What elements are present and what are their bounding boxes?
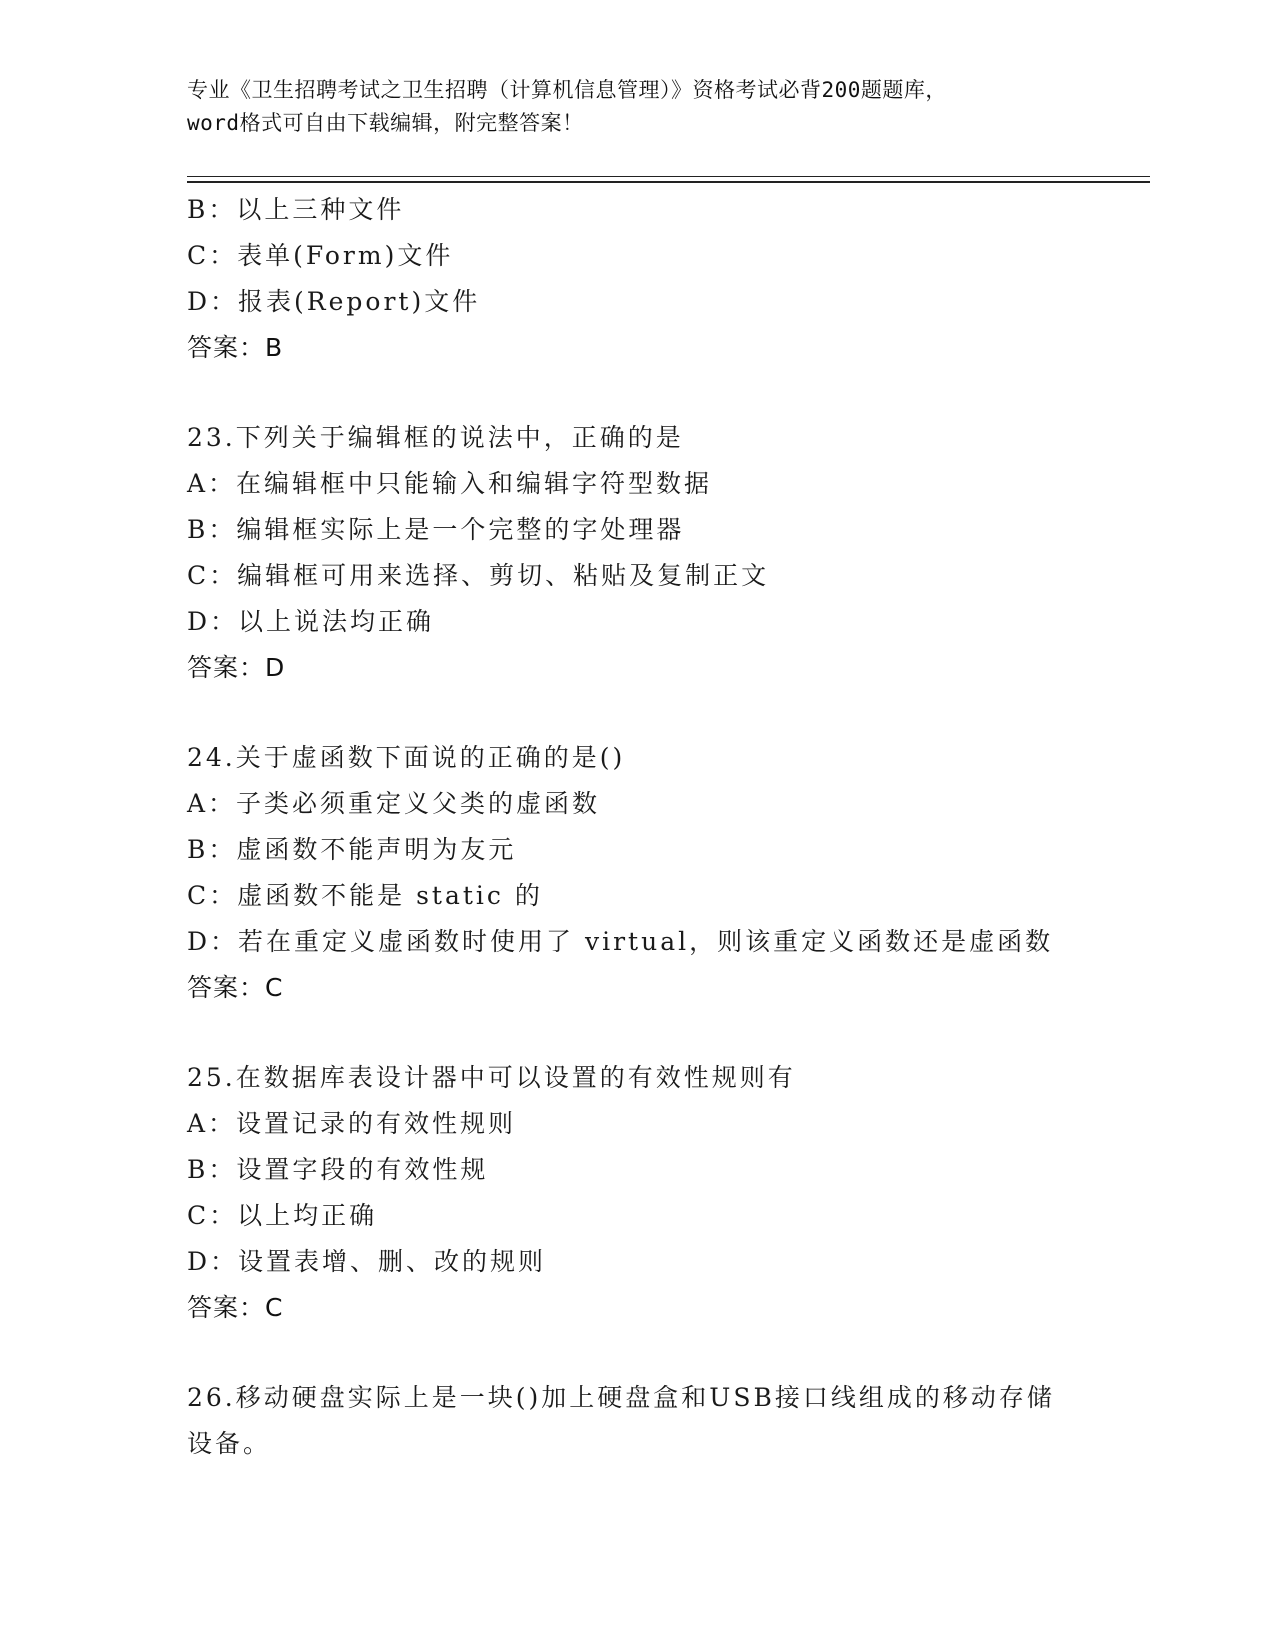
document-header	[187, 74, 1087, 140]
question-23	[187, 415, 1150, 691]
question-22-partial	[187, 187, 1150, 371]
option-a: A：在编辑框中只能输入和编辑字符型数据	[187, 469, 713, 498]
header-divider-thick	[187, 181, 1150, 183]
option-c: C：表单(Form)文件	[187, 241, 454, 270]
option-d: D：若在重定义虚函数时使用了 virtual，则该重定义函数还是虚函数	[187, 927, 1054, 956]
question-25	[187, 1055, 1150, 1331]
option-a: A：设置记录的有效性规则	[187, 1109, 517, 1138]
question-26	[187, 1375, 1150, 1467]
option-c: C：以上均正确	[187, 1201, 378, 1230]
option-d: D：以上说法均正确	[187, 607, 435, 636]
option-b: B：编辑框实际上是一个完整的字处理器	[187, 515, 685, 544]
header-line-2: word格式可自由下载编辑，附完整答案！	[187, 111, 584, 135]
option-b: B：以上三种文件	[187, 195, 405, 224]
question-stem: 23.下列关于编辑框的说法中，正确的是	[187, 423, 684, 452]
question-list	[187, 187, 1150, 1467]
option-a: A：子类必须重定义父类的虚函数	[187, 789, 601, 818]
header-line-1: 专业《卫生招聘考试之卫生招聘（计算机信息管理）》资格考试必背200题题库，	[187, 78, 947, 102]
answer-line: 答案：B	[187, 333, 284, 362]
option-d: D：报表(Report)文件	[187, 287, 481, 316]
answer-line: 答案：C	[187, 1293, 284, 1322]
option-d: D：设置表增、删、改的规则	[187, 1247, 547, 1276]
question-stem-line-2: 设备。	[187, 1429, 272, 1458]
question-stem: 25.在数据库表设计器中可以设置的有效性规则有	[187, 1063, 796, 1092]
option-b: B：设置字段的有效性规	[187, 1155, 489, 1184]
answer-line: 答案：C	[187, 973, 284, 1002]
question-stem: 24.关于虚函数下面说的正确的是()	[187, 743, 626, 772]
header-divider-thin	[187, 176, 1150, 177]
option-c: C：虚函数不能是 static 的	[187, 881, 543, 910]
option-b: B：虚函数不能声明为友元	[187, 835, 517, 864]
question-stem-line-1: 26.移动硬盘实际上是一块()加上硬盘盒和USB接口线组成的移动存储	[187, 1383, 1055, 1412]
answer-line: 答案：D	[187, 653, 286, 682]
question-24	[187, 735, 1150, 1011]
option-c: C：编辑框可用来选择、剪切、粘贴及复制正文	[187, 561, 770, 590]
